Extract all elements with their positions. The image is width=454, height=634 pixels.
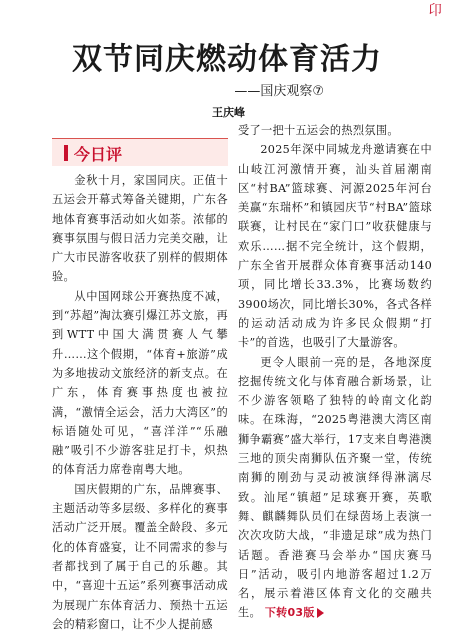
paragraph-text: 更令人眼前一亮的是，各地深度挖掘传统文化与体育融合新场景，让不少游客领略了独特的岭南文化韵味。在珠海，“2025粤港澳大湾区南狮争霸赛”盛大举行，17支来自粤港澳三地的顶尖南狮队伍齐聚一堂，传统南狮的刚劲与灵动被演绎得淋漓尽致。汕尾“镇超”足球赛开赛，英歌舞、麒麟舞队员们在绿茵场上表演一次次攻防大战，“非遗足球”成为热门话题。香港赛马会举办“国庆赛马日”活动，吸引内地游客超过1.2万名，展示着港区体育文化的交融共生。 xyxy=(238,355,432,620)
paragraph: 金秋十月，家国同庆。正值十五运会开幕式筹备关键期，广东各地体育赛事活动如火如荼。浓郁的赛事氛围与假日活力完美交融，让广大市民游客收获了别样的假期体验。 xyxy=(52,174,228,284)
paragraph: 从中国网球公开赛热度不减，到“苏超”淘汰赛引爆江苏文旅，再到WTT中国大满贯赛人气攀升……这个假期，“体育+旅游”成为多地拔动文旅经济的新支点。在广东，体育赛事热度也被拉满，“激情全运会，活力大湾区”的标语随处可见，“喜洋洋”“乐融融”吸引不少游客驻足打卡，炽热的体育活力席卷南粤大地。 xyxy=(52,289,228,477)
corner-mark: 卬 xyxy=(428,3,442,19)
right-column xyxy=(238,121,432,623)
paragraph xyxy=(238,353,432,623)
column-tag xyxy=(52,138,228,166)
subtitle: ——国庆观察⑦ xyxy=(234,84,324,99)
continued-on-link[interactable] xyxy=(265,606,324,619)
headline: 双节同庆燃动体育活力 xyxy=(72,42,382,77)
tag-label: 今日评 xyxy=(74,145,123,164)
arrow-right-icon xyxy=(317,608,324,618)
author: 王庆峰 xyxy=(212,106,245,119)
left-column xyxy=(52,171,228,634)
paragraph-continuation: 受了一把十五运会的热烈氛围。 xyxy=(238,124,399,137)
paragraph: 2025年深中同城龙舟邀请赛在中山岐江河激情开赛，汕头首届潮南区“村BA”篮球赛、河源2025年河台美赢“东瑞杯”和镇园庆节“村BA”篮球联赛，让村民在“家门口”收获健康与欢乐……据不完全统计，这个假期，广东全省开展群众体育赛事活动140项，同比增长33.3%，比赛场数约3900场次，同比增长30%，各式各样的运动活动成为许多民众假期“打卡”的首选，也吸引了大量游客。 xyxy=(238,143,432,350)
tag-bar-icon xyxy=(64,145,68,161)
paragraph: 国庆假期的广东，品牌赛事、主题活动等多层级、多样化的赛事活动广泛开展。覆盖全龄段、多元化的体育盛宴，让不同需求的参与者都找到了属于自己的乐趣。其中，“喜迎十五运”系列赛事活动成为展现广东体育活力、预热十五运会的精彩窗口，让不少人提前感 xyxy=(52,482,228,631)
continued-on-label: 下转03版 xyxy=(264,606,315,620)
